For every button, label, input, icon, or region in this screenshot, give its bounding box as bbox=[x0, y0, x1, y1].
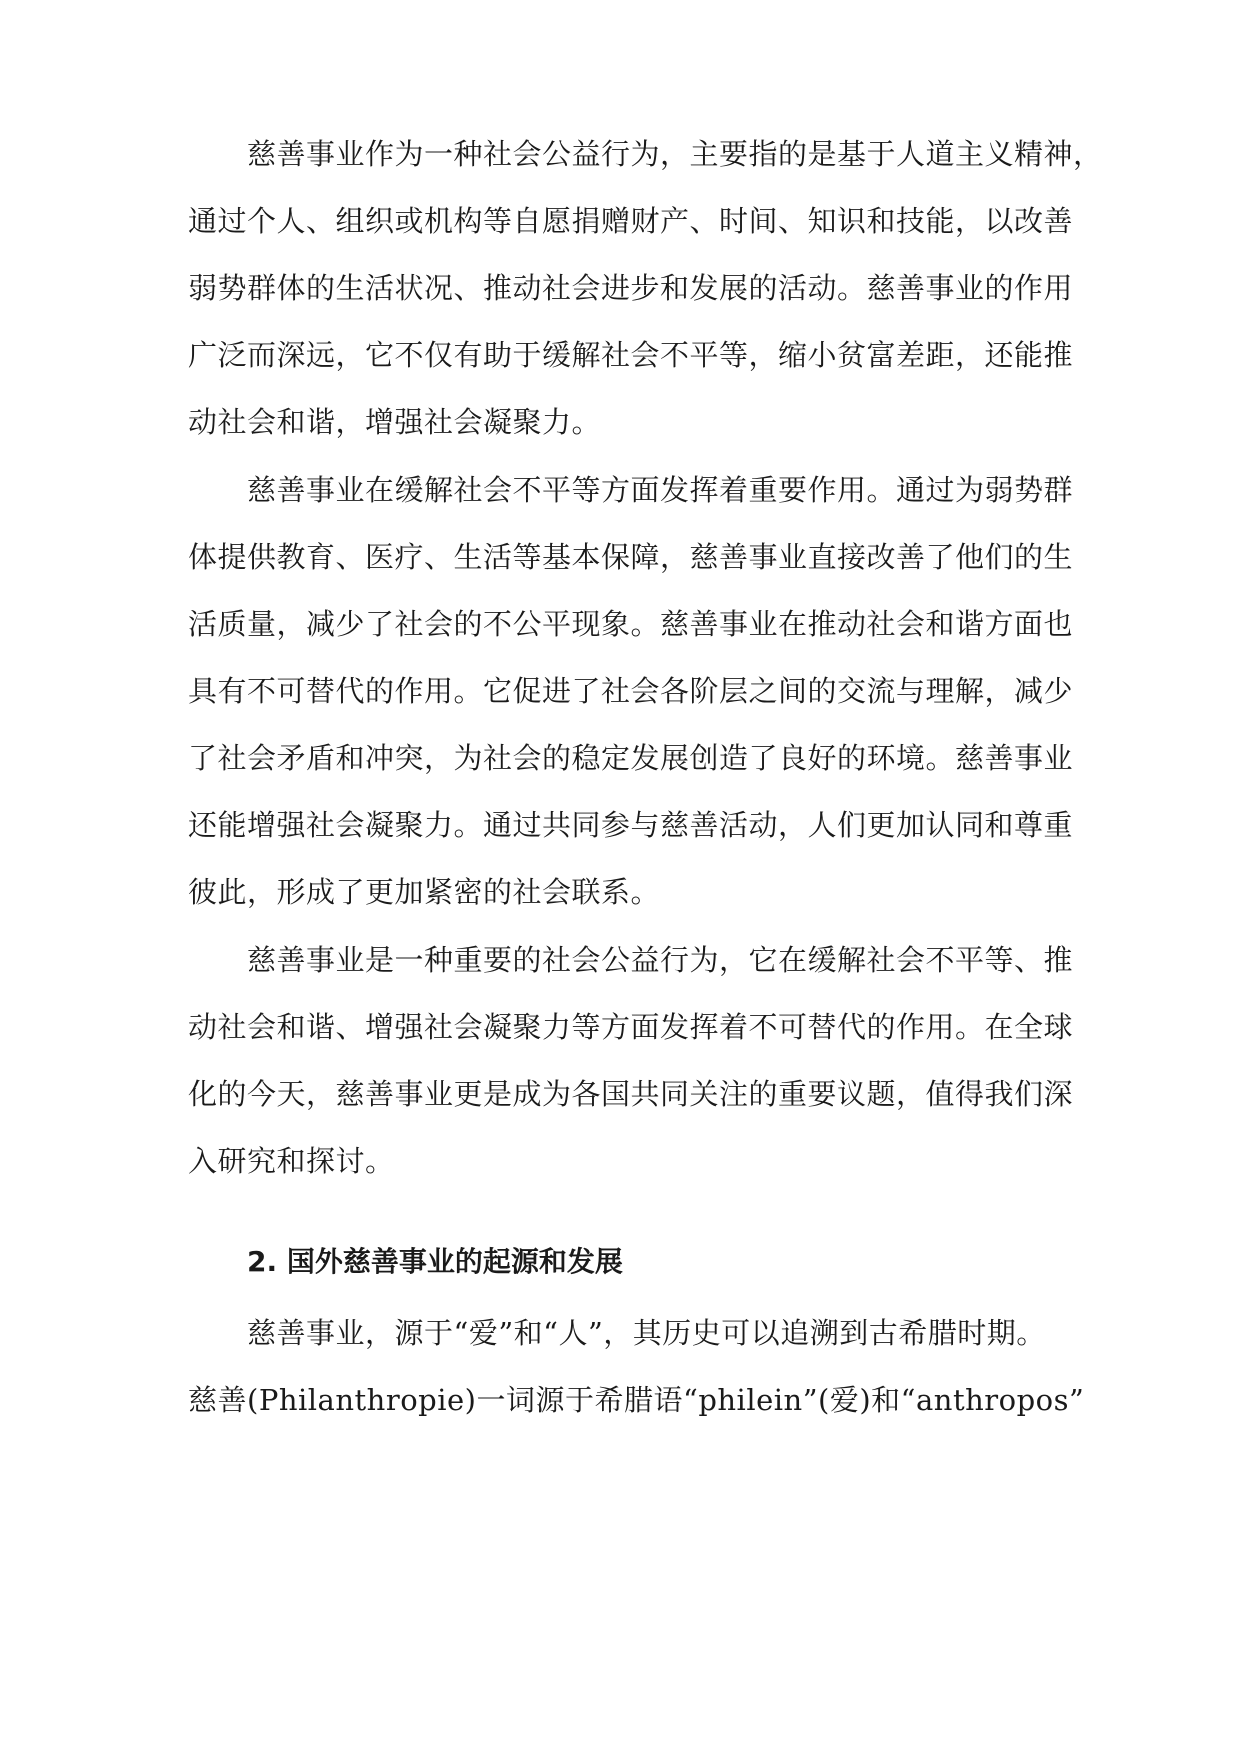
paragraph-2-line-6: 还能增强社会凝聚力。通过共同参与慈善活动，人们更加认同和尊重 bbox=[188, 808, 1074, 842]
paragraph-3-line-4: 入研究和探讨。 bbox=[188, 1144, 395, 1178]
paragraph-2-line-4: 具有不可替代的作用。它促进了社会各阶层之间的交流与理解，减少 bbox=[188, 674, 1074, 708]
paragraph-3-line-3: 化的今天，慈善事业更是成为各国共同关注的重要议题，值得我们深 bbox=[188, 1077, 1074, 1111]
paragraph-1-line-2: 通过个人、组织或机构等自愿捐赠财产、时间、知识和技能，以改善 bbox=[188, 204, 1074, 238]
paragraph-1-line-4: 广泛而深远，它不仅有助于缓解社会不平等，缩小贫富差距，还能推 bbox=[188, 338, 1074, 372]
paragraph-2-line-7: 彼此，形成了更加紧密的社会联系。 bbox=[188, 875, 661, 909]
paragraph-3-line-1: 慈善事业是一种重要的社会公益行为，它在缓解社会不平等、推 bbox=[247, 943, 1074, 977]
section-heading: 2. 国外慈善事业的起源和发展 bbox=[247, 1245, 623, 1278]
paragraph-2-line-5: 了社会矛盾和冲突，为社会的稳定发展创造了良好的环境。慈善事业 bbox=[188, 741, 1074, 775]
paragraph-2-line-2: 体提供教育、医疗、生活等基本保障，慈善事业直接改善了他们的生 bbox=[188, 540, 1074, 574]
paragraph-4-line-2: 慈善(Philanthropie)一词源于希腊语“philein”(爱)和“anthropos” bbox=[188, 1383, 1085, 1417]
paragraph-1-line-3: 弱势群体的生活状况、推动社会进步和发展的活动。慈善事业的作用 bbox=[188, 271, 1074, 305]
paragraph-1-line-1: 慈善事业作为一种社会公益行为，主要指的是基于人道主义精神， bbox=[247, 137, 1103, 171]
paragraph-3-line-2: 动社会和谐、增强社会凝聚力等方面发挥着不可替代的作用。在全球 bbox=[188, 1010, 1074, 1044]
paragraph-2-line-3: 活质量，减少了社会的不公平现象。慈善事业在推动社会和谐方面也 bbox=[188, 607, 1074, 641]
paragraph-1-line-5: 动社会和谐，增强社会凝聚力。 bbox=[188, 405, 602, 439]
paragraph-4-line-1: 慈善事业，源于“爱”和“人”，其历史可以追溯到古希腊时期。 bbox=[247, 1316, 1046, 1350]
paragraph-2-line-1: 慈善事业在缓解社会不平等方面发挥着重要作用。通过为弱势群 bbox=[247, 473, 1074, 507]
